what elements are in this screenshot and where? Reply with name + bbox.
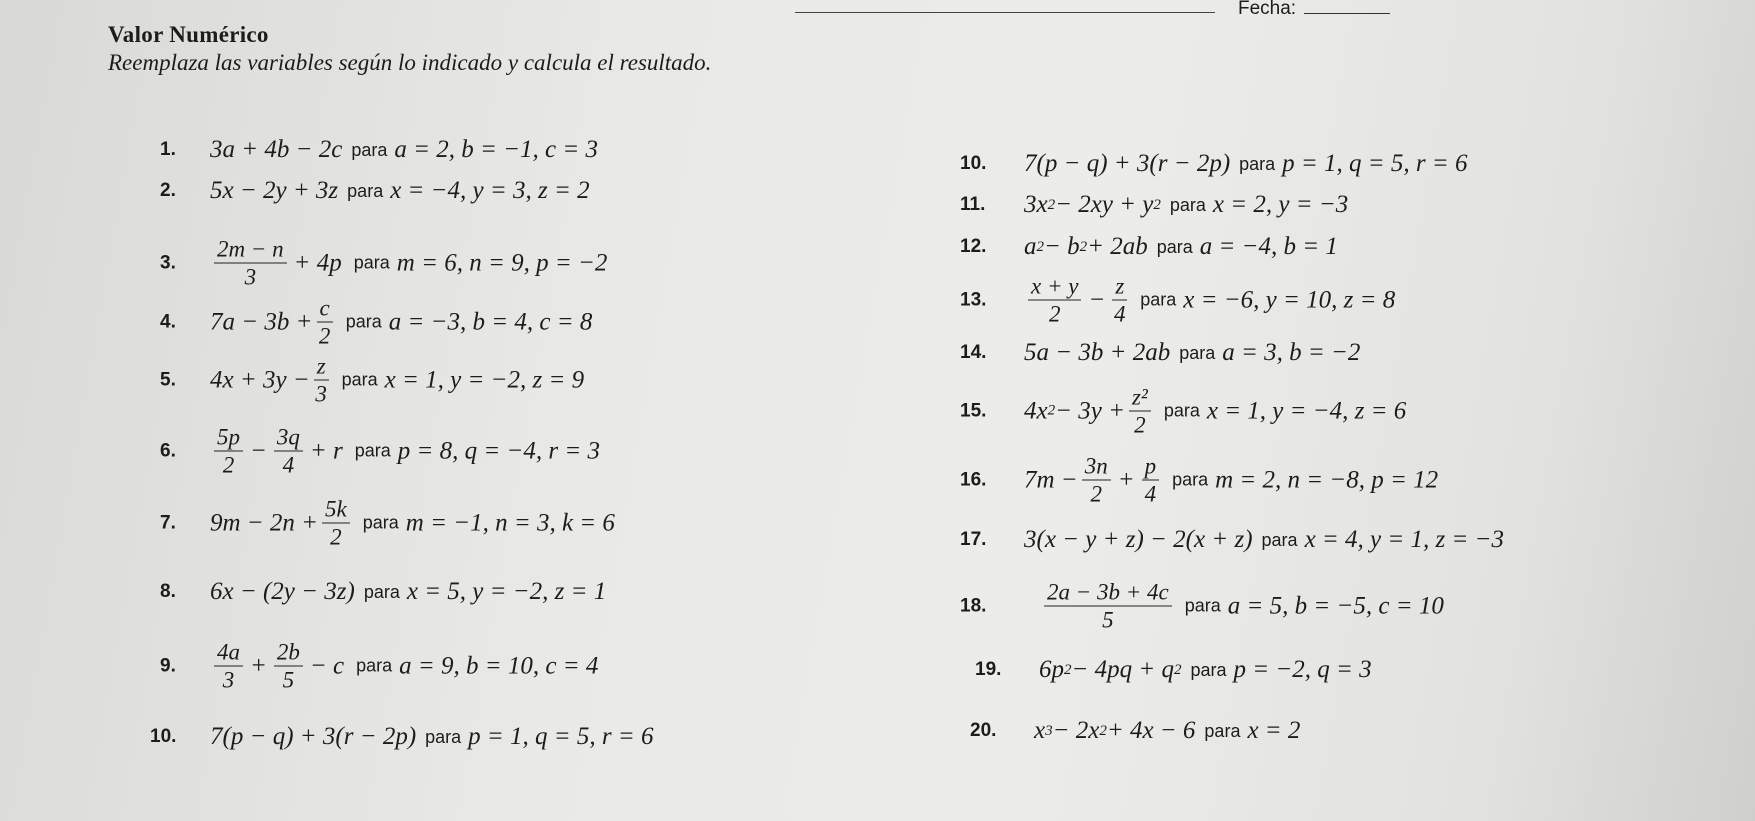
expression: [210, 498, 354, 549]
operator: −: [250, 437, 267, 464]
problem-number: 19.: [975, 659, 1002, 680]
conditions: p = 8, q = −4, r = 3: [397, 437, 600, 464]
problem-number: 3.: [160, 252, 176, 273]
denominator: 2: [318, 323, 331, 349]
conditions: x = 2, y = −3: [1212, 191, 1349, 218]
expression: [210, 136, 342, 164]
expression: [210, 177, 338, 205]
problem-number: 4.: [160, 311, 176, 332]
problem-number: 10.: [150, 726, 177, 747]
fraction: [1142, 455, 1160, 506]
para-word: para: [1163, 400, 1200, 421]
problem-17: [960, 526, 1504, 554]
numerator: 3n: [1082, 455, 1111, 481]
expression-text: 3x: [1024, 191, 1048, 218]
expression: [1034, 717, 1195, 745]
numerator: z: [1112, 275, 1127, 301]
conditions: x = 1, y = −4, z = 6: [1206, 397, 1407, 424]
numerator: 4a: [214, 641, 243, 667]
problem-number: 15.: [960, 400, 987, 421]
problem-6: [160, 426, 600, 477]
para-word: para: [347, 180, 384, 201]
expression: [1040, 581, 1176, 632]
para-word: para: [1140, 289, 1177, 310]
expression-text: 7(p − q) + 3(r − 2p): [1024, 150, 1231, 177]
expression-text: 6x − (2y − 3z): [210, 578, 355, 605]
expression-text: + 4x − 6: [1106, 717, 1196, 744]
fraction: [1028, 275, 1081, 326]
conditions: x = 4, y = 1, z = −3: [1304, 526, 1504, 553]
problem-number: 9.: [160, 655, 176, 676]
exponent: 2: [1036, 238, 1044, 255]
numerator: 5k: [322, 498, 350, 524]
conditions: a = −3, b = 4, c = 8: [388, 308, 593, 335]
expression: [210, 238, 345, 289]
expression-text: 7(p − q) + 3(r − 2p): [210, 723, 417, 750]
para-word: para: [1179, 342, 1216, 363]
expression: [210, 723, 416, 751]
problem-10-repeat: [150, 723, 654, 751]
fraction: [1082, 455, 1111, 506]
conditions: x = 2: [1247, 717, 1301, 744]
conditions: a = 3, b = −2: [1222, 339, 1361, 366]
expression: [210, 578, 355, 606]
worksheet-title: Valor Numérico: [108, 22, 269, 47]
expression-text: 5x − 2y + 3z: [210, 177, 339, 204]
expression: [210, 426, 346, 477]
para-word: para: [353, 252, 390, 273]
conditions: a = 9, b = 10, c = 4: [399, 652, 599, 679]
fraction: [274, 641, 303, 692]
para-word: para: [354, 440, 391, 461]
expression: [1039, 656, 1182, 684]
fraction: [214, 238, 287, 289]
numerator: 5p: [214, 426, 243, 452]
problem-11: [960, 191, 1348, 219]
conditions: x = −6, y = 10, z = 8: [1183, 286, 1396, 313]
expression: [1024, 191, 1161, 219]
para-word: para: [425, 726, 462, 747]
fraction: [214, 641, 243, 692]
denominator: 4: [282, 452, 295, 478]
expression-text: 4x: [1024, 397, 1048, 424]
problem-13: [960, 275, 1395, 326]
denominator: 2: [1090, 481, 1102, 507]
numerator: c: [317, 297, 333, 323]
conditions: x = 1, y = −2, z = 9: [384, 366, 585, 393]
problem-8: [160, 578, 606, 606]
para-word: para: [1156, 236, 1193, 257]
para-word: para: [1172, 469, 1209, 490]
problem-number: 20.: [970, 720, 997, 741]
expression-text: − b: [1044, 233, 1080, 260]
problem-5: [160, 355, 584, 406]
expression-text: 4x + 3y −: [210, 366, 310, 393]
denominator: 4: [1144, 481, 1157, 507]
numerator: p: [1142, 455, 1160, 481]
problem-15: [960, 386, 1406, 437]
expression-text: 7a − 3b +: [210, 308, 313, 335]
fraction: [1112, 275, 1127, 326]
problem-16: [960, 455, 1438, 506]
conditions: p = 1, q = 5, r = 6: [1282, 150, 1468, 177]
expression-text: 5a − 3b + 2ab: [1024, 339, 1171, 366]
problem-3: [160, 238, 607, 289]
fraction: [214, 426, 243, 477]
problem-number: 10.: [960, 153, 987, 174]
fraction: [1129, 386, 1151, 437]
exponent: 3: [1045, 722, 1053, 739]
numerator: 2m − n: [214, 238, 287, 264]
denominator: 3: [315, 381, 327, 407]
problem-number: 14.: [960, 342, 987, 363]
operator: +: [1117, 466, 1135, 493]
problem-number: 12.: [960, 236, 987, 257]
denominator: 2: [222, 452, 235, 478]
problem-19: [975, 656, 1372, 684]
denominator: 5: [1102, 607, 1114, 633]
para-word: para: [356, 655, 393, 676]
expression: [1024, 233, 1148, 261]
problem-number: 13.: [960, 289, 987, 310]
denominator: 3: [222, 667, 235, 693]
date-blank-line: [1304, 0, 1390, 14]
expression: [1024, 386, 1155, 437]
expression-text: 3(x − y + z) − 2(x + z): [1024, 526, 1253, 553]
problem-number: 7.: [160, 512, 176, 533]
fraction: [317, 297, 333, 348]
expression: [210, 355, 333, 406]
problem-7: [160, 498, 615, 549]
numerator: 2a − 3b + 4c: [1044, 581, 1172, 607]
para-word: para: [1204, 720, 1241, 741]
exponent: 2: [1047, 196, 1056, 213]
expression: [1024, 455, 1163, 506]
denominator: 4: [1114, 301, 1126, 327]
conditions: a = 5, b = −5, c = 10: [1227, 592, 1444, 619]
denominator: 2: [1134, 412, 1146, 438]
problem-number: 8.: [160, 581, 176, 602]
expression: [1024, 526, 1253, 554]
conditions: x = −4, y = 3, z = 2: [390, 177, 590, 204]
expression-text: a: [1024, 233, 1037, 260]
expression: [210, 297, 337, 348]
para-word: para: [1261, 529, 1298, 550]
operator: +: [250, 652, 267, 679]
conditions: a = 2, b = −1, c = 3: [394, 136, 598, 163]
expression-text: − 3y +: [1055, 397, 1125, 424]
problem-number: 6.: [160, 440, 176, 461]
fraction: [274, 426, 303, 477]
numerator: x + y: [1028, 275, 1081, 301]
fraction: [322, 498, 350, 549]
expression-text: + 4p: [293, 249, 342, 276]
conditions: m = −1, n = 3, k = 6: [405, 509, 615, 536]
para-word: para: [345, 311, 382, 332]
problem-number: 1.: [160, 139, 176, 160]
para-word: para: [1190, 659, 1227, 680]
problem-9: [160, 641, 598, 692]
exponent: 2: [1153, 196, 1161, 213]
denominator: 3: [244, 264, 257, 290]
date-field: [1238, 0, 1390, 20]
problem-2: [160, 177, 590, 205]
expression-text: + r: [309, 437, 343, 464]
para-word: para: [1184, 595, 1221, 616]
numerator: 2b: [274, 641, 303, 667]
problem-number: 16.: [960, 469, 987, 490]
problem-14: [960, 339, 1360, 367]
conditions: m = 2, n = −8, p = 12: [1215, 466, 1439, 493]
problem-12: [960, 233, 1338, 261]
problem-number: 17.: [960, 529, 987, 550]
problem-number: 5.: [160, 369, 176, 390]
exponent: 2: [1174, 661, 1182, 678]
fraction: [314, 355, 329, 406]
exponent: 2: [1079, 238, 1088, 255]
numerator: 3q: [274, 426, 303, 452]
expression-text: 3a + 4b − 2c: [210, 136, 343, 163]
top-rule: [795, 12, 1215, 13]
conditions: x = 5, y = −2, z = 1: [406, 578, 607, 605]
problem-number: 18.: [960, 595, 987, 616]
conditions: a = −4, b = 1: [1199, 233, 1338, 260]
operator: −: [1088, 286, 1106, 313]
expression: [210, 641, 347, 692]
para-word: para: [1169, 194, 1206, 215]
expression: [1024, 275, 1131, 326]
conditions: p = 1, q = 5, r = 6: [468, 723, 654, 750]
exponent: 2: [1047, 402, 1056, 419]
expression-text: + 2ab: [1087, 233, 1148, 260]
para-word: para: [1239, 153, 1276, 174]
para-word: para: [341, 369, 378, 390]
problem-18: [960, 581, 1444, 632]
expression-text: − 2x: [1052, 717, 1100, 744]
date-label: Fecha:: [1238, 0, 1297, 19]
numerator: z²: [1129, 386, 1151, 412]
expression-text: − 2xy + y: [1055, 191, 1154, 218]
expression: [1024, 339, 1170, 367]
denominator: 5: [282, 667, 295, 693]
expression-text: 7m −: [1024, 466, 1078, 493]
conditions: m = 6, n = 9, p = −2: [396, 249, 608, 276]
expression: [1024, 150, 1230, 178]
conditions: p = −2, q = 3: [1233, 656, 1372, 683]
expression-text: − 4pq + q: [1071, 656, 1174, 683]
para-word: para: [363, 581, 400, 602]
expression-text: x: [1034, 717, 1046, 744]
problem-20: [970, 717, 1300, 745]
problem-10: [960, 150, 1468, 178]
numerator: z: [314, 355, 329, 381]
fraction: [1044, 581, 1172, 632]
exponent: 2: [1064, 661, 1072, 678]
problem-1: [160, 136, 598, 164]
problem-number: 2.: [160, 180, 176, 201]
expression-text: − c: [309, 652, 345, 679]
para-word: para: [362, 512, 399, 533]
problem-number: 11.: [960, 194, 986, 215]
expression-text: 6p: [1039, 656, 1064, 683]
denominator: 2: [1048, 301, 1061, 327]
para-word: para: [351, 139, 388, 160]
exponent: 2: [1099, 722, 1107, 739]
instructions: Reemplaza las variables según lo indicado y calcula el resultado.: [108, 50, 712, 75]
problem-4: [160, 297, 592, 348]
denominator: 2: [330, 524, 342, 550]
expression-text: 9m − 2n +: [210, 509, 319, 536]
